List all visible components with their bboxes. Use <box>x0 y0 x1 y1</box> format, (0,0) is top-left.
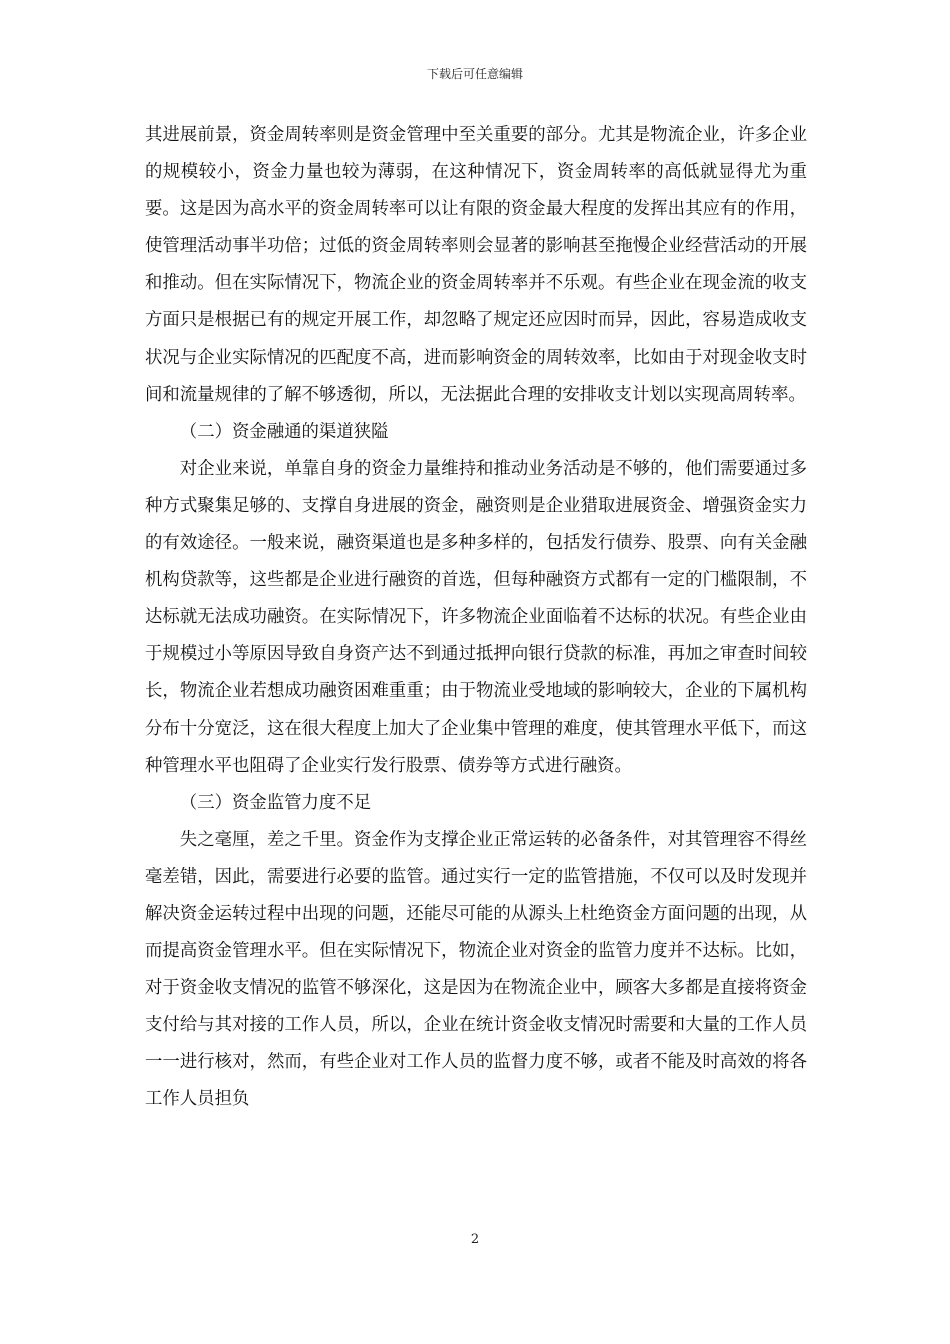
page-number: 2 <box>470 1232 480 1247</box>
document-body <box>145 117 807 1119</box>
section-heading-3: （三）资金监管力度不足 <box>179 792 372 813</box>
section-heading-2: （二）资金融通的渠道狭隘 <box>179 421 389 442</box>
paragraph-continuation: 其进展前景，资金周转率则是资金管理中至关重要的部分。尤其是物流企业，许多企业的规模较小，资金力量也较为薄弱，在这种情况下，资金周转率的高低就显得尤为重要。这是因为高水平的资金周转率可以让有限的资金最大程度的发挥出其应有的作用，使管理活动事半功倍；过低的资金周转率则会显著的影响甚至拖慢企业经营活动的开展和推动。但在实际情况下，物流企业的资金周转率并不乐观。有些企业在现金流的收支方面只是根据已有的规定开展工作，却忽略了规定还应因时而异，因此，容易造成收支状况与企业实际情况的匹配度不高，进而影响资金的周转效率，比如由于对现金收支时间和流量规律的了解不够透彻，所以，无法据此合理的安排收支计划以实现高周转率。 <box>145 125 807 405</box>
paragraph-supervision: 失之毫厘，差之千里。资金作为支撑企业正常运转的必备条件，对其管理容不得丝毫差错，因此，需要进行必要的监管。通过实行一定的监管措施，不仅可以及时发现并解决资金运转过程中出现的问题，还能尽可能的从源头上杜绝资金方面问题的出现，从而提高资金管理水平。但在实际情况下，物流企业对资金的监管力度并不达标。比如，对于资金收支情况的监管不够深化，这是因为在物流企业中，顾客大多都是直接将资金支付给与其对接的工作人员，所以，企业在统计资金收支情况时需要和大量的工作人员一一进行核对，然而，有些企业对工作人员的监督力度不够，或者不能及时高效的将各工作人员担负 <box>145 829 807 1110</box>
paragraph-financing: 对企业来说，单靠自身的资金力量维持和推动业务活动是不够的，他们需要通过多种方式聚集足够的、支撑自身进展的资金，融资则是企业猎取进展资金、增强资金实力的有效途径。一般来说，融资渠道也是多种多样的，包括发行债券、股票、向有关金融机构贷款等，这些都是企业进行融资的首选，但每种融资方式都有一定的门槛限制，不达标就无法成功融资。在实际情况下，许多物流企业面临着不达标的状况。有些企业由于规模过小等原因导致自身资产达不到通过抵押向银行贷款的标准，再加之审查时间较长，物流企业若想成功融资困难重重；由于物流业受地域的影响较大，企业的下属机构分布十分宽泛，这在很大程度上加大了企业集中管理的难度，使其管理水平低下，而这种管理水平也阻碍了企业实行发行股票、债券等方式进行融资。 <box>145 458 807 776</box>
page-header: 下载后可任意编辑 <box>426 67 523 81</box>
